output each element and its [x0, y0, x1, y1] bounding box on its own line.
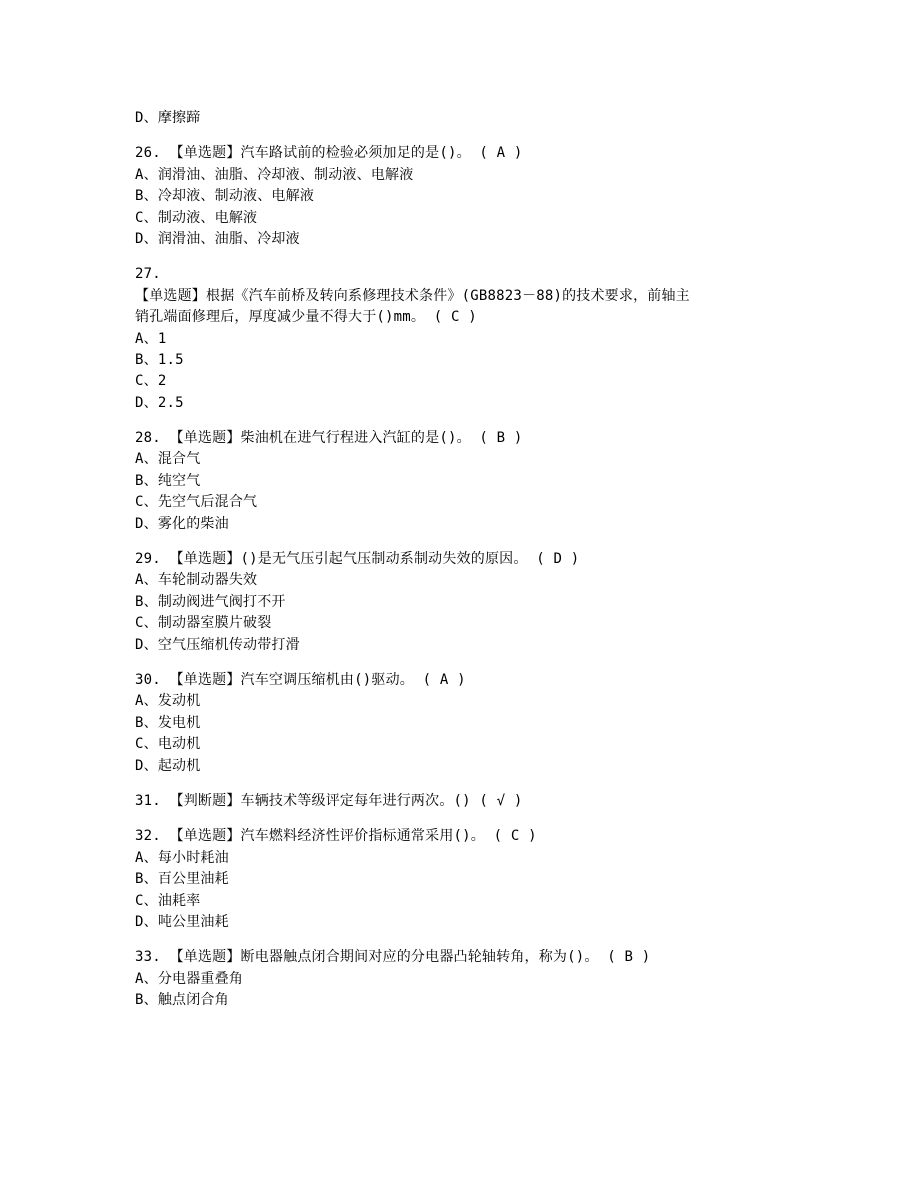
- question-stem: 28. 【单选题】柴油机在进气行程进入汽缸的是()。 ( B ): [135, 430, 523, 447]
- question-number: 27.: [135, 266, 161, 283]
- option-d: D、2.5: [135, 394, 184, 411]
- option-a: A、1: [135, 330, 167, 347]
- option-c: C、2: [135, 373, 167, 390]
- option-a: A、每小时耗油: [135, 849, 229, 866]
- question-29: [135, 549, 795, 656]
- question-31: [135, 791, 795, 812]
- option-b: B、制动阀进气阀打不开: [135, 593, 286, 610]
- option-b: B、发电机: [135, 714, 201, 731]
- question-stem: 30. 【单选题】汽车空调压缩机由()驱动。 ( A ): [135, 671, 466, 688]
- option-b: B、1.5: [135, 351, 184, 368]
- question-28: [135, 428, 795, 535]
- question-32: [135, 826, 795, 933]
- option-c: C、电动机: [135, 736, 201, 753]
- option-c: C、油耗率: [135, 892, 201, 909]
- option-d: D、空气压缩机传动带打滑: [135, 636, 300, 653]
- option-c: C、制动液、电解液: [135, 209, 258, 226]
- option-c: C、制动器室膜片破裂: [135, 615, 272, 632]
- question-26: [135, 143, 795, 250]
- question-stem: 【单选题】根据《汽车前桥及转向系修理技术条件》(GB8823－88)的技术要求，前轴主: [135, 287, 690, 304]
- question-stem: 26. 【单选题】汽车路试前的检验必须加足的是()。 ( A ): [135, 145, 523, 162]
- question-stem: 29. 【单选题】()是无气压引起气压制动系制动失效的原因。 ( D ): [135, 551, 580, 568]
- question-30: [135, 670, 795, 777]
- option-a: A、分电器重叠角: [135, 970, 244, 987]
- option-d: D、吨公里油耗: [135, 913, 229, 930]
- option-d: D、雾化的柴油: [135, 515, 229, 532]
- question-33: [135, 947, 795, 1011]
- option-b: B、触点闭合角: [135, 992, 229, 1009]
- question-stem-continued: 销孔端面修理后，厚度减少量不得大于()mm。 ( C ): [135, 309, 477, 326]
- option-d: D、润滑油、油脂、冷却液: [135, 230, 300, 247]
- option-b: B、百公里油耗: [135, 871, 229, 888]
- option-c: C、先空气后混合气: [135, 494, 258, 511]
- question-27: [135, 264, 795, 414]
- option-d: D、摩擦蹄: [135, 110, 201, 126]
- option-d: D、起动机: [135, 757, 201, 774]
- option-a: A、混合气: [135, 451, 201, 468]
- option-b: B、冷却液、制动液、电解液: [135, 188, 315, 205]
- option-a: A、润滑油、油脂、冷却液、制动液、电解液: [135, 166, 414, 183]
- question-stem: 31. 【判断题】车辆技术等级评定每年进行两次。() ( √ ): [135, 792, 523, 809]
- option-a: A、发动机: [135, 693, 201, 710]
- document-page: [135, 108, 795, 1011]
- question-stem: 32. 【单选题】汽车燃料经济性评价指标通常采用()。 ( C ): [135, 828, 537, 845]
- option-a: A、车轮制动器失效: [135, 572, 258, 589]
- option-b: B、纯空气: [135, 472, 201, 489]
- question-stem: 33. 【单选题】断电器触点闭合期间对应的分电器凸轮轴转角，称为()。 ( B ): [135, 949, 651, 966]
